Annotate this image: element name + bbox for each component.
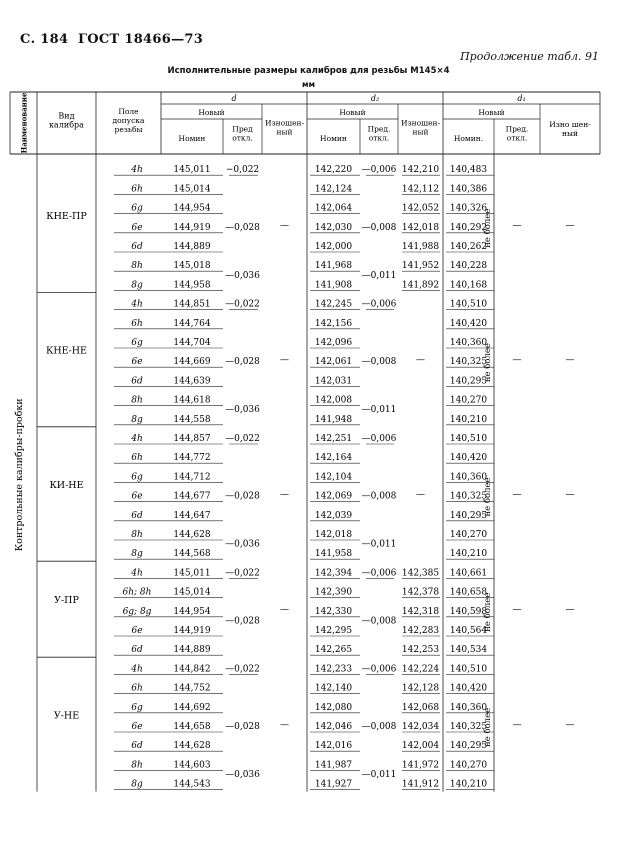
d1-deviation-cell: — bbox=[512, 720, 522, 731]
d-nominal-cell: 144,639 bbox=[173, 376, 211, 387]
header-nominal: Номин bbox=[178, 134, 206, 143]
kind-label: КИ-НЕ bbox=[49, 480, 84, 491]
d-deviation-cell: —0,028 bbox=[225, 491, 260, 502]
d-nominal-cell: 144,603 bbox=[173, 760, 211, 771]
header-deviation: Пред. bbox=[367, 124, 391, 134]
d1-nominal-cell: 140,483 bbox=[449, 165, 488, 176]
d-nominal-cell: 145,014 bbox=[173, 184, 211, 195]
d1-nominal-cell: 140,510 bbox=[449, 434, 488, 444]
d2-worn-cell: 141,912 bbox=[401, 779, 440, 790]
d-deviation-cell: —0,028 bbox=[225, 722, 260, 732]
d1-nominal-cell: 140,360 bbox=[449, 472, 488, 483]
d2-worn-cell: 142,210 bbox=[401, 165, 440, 176]
d2-worn-cell: 142,004 bbox=[401, 741, 440, 752]
ne-bolee-note: не более bbox=[483, 477, 493, 517]
d1-nominal-cell: 140,386 bbox=[449, 184, 488, 195]
tolerance-cell: 6e bbox=[131, 722, 143, 732]
header-tolerance: Поле bbox=[118, 107, 139, 116]
d2-deviation-cell: —0,011 bbox=[361, 539, 397, 550]
d2-nominal-cell: 142,061 bbox=[314, 357, 353, 368]
tolerance-cell: 8h bbox=[131, 261, 143, 272]
header-deviation: Пред bbox=[232, 124, 253, 134]
d1-nominal-cell: 140,292 bbox=[449, 222, 488, 233]
d2-nominal-cell: 142,030 bbox=[314, 222, 353, 233]
d1-nominal-cell: 140,326 bbox=[449, 203, 488, 214]
d-nominal-cell: 144,958 bbox=[173, 280, 211, 291]
header-worn: Изношен- bbox=[264, 118, 305, 128]
tolerance-cell: 6h bbox=[131, 453, 143, 464]
d2-deviation-cell: —0,008 bbox=[361, 722, 397, 732]
tolerance-cell: 8g bbox=[131, 549, 143, 560]
kind-label: У-ПР bbox=[54, 595, 79, 607]
d2-nominal-cell: 142,330 bbox=[314, 606, 353, 617]
d2-nominal-cell: 142,096 bbox=[314, 338, 353, 348]
header-name: Наименование bbox=[19, 92, 29, 154]
ne-bolee-note: не более bbox=[483, 592, 493, 632]
tolerance-cell: 8h bbox=[131, 530, 143, 540]
header-d1: d₁ bbox=[517, 94, 526, 103]
d2-nominal-cell: 141,968 bbox=[314, 261, 353, 272]
header-deviation: откл. bbox=[368, 133, 390, 143]
d2-deviation-cell: —0,008 bbox=[361, 222, 397, 233]
tolerance-cell: 6d bbox=[131, 510, 143, 521]
d-nominal-cell: 144,568 bbox=[173, 549, 211, 560]
d2-nominal-cell: 142,390 bbox=[314, 587, 353, 598]
tolerance-cell: 6e bbox=[131, 357, 143, 368]
d1-worn-cell: — bbox=[565, 490, 575, 500]
header-new: Новый bbox=[339, 108, 366, 117]
d2-deviation-cell: —0,006 bbox=[361, 299, 397, 310]
tolerance-cell: 8h bbox=[131, 760, 143, 771]
header-new: Новый bbox=[478, 108, 505, 117]
header-worn: Изношен- bbox=[400, 118, 441, 128]
header-kind: Вид bbox=[58, 111, 75, 121]
d1-nominal-cell: 140,270 bbox=[449, 760, 488, 771]
d-deviation-cell: —0,036 bbox=[225, 539, 260, 550]
header-worn: ный bbox=[562, 129, 578, 138]
d-worn-cell: — bbox=[280, 221, 289, 232]
d2-nominal-cell: 142,156 bbox=[314, 318, 353, 329]
d1-nominal-cell: 140,534 bbox=[449, 645, 488, 656]
d2-nominal-cell: 142,140 bbox=[314, 683, 353, 694]
tolerance-cell: 6h bbox=[131, 318, 143, 329]
d1-nominal-cell: 140,295 bbox=[449, 741, 488, 752]
tolerance-cell: 6d bbox=[131, 242, 143, 252]
header-d2: d₂ bbox=[370, 94, 380, 103]
unit-label: мм bbox=[301, 80, 316, 89]
d-deviation-cell: —0,022 bbox=[225, 434, 260, 444]
d1-nominal-cell: 140,360 bbox=[449, 702, 488, 713]
header-deviation: Пред. bbox=[505, 124, 529, 134]
d2-nominal-cell: 142,018 bbox=[314, 530, 353, 540]
d-worn-cell: — bbox=[280, 490, 289, 500]
d-nominal-cell: 144,618 bbox=[173, 395, 211, 406]
d-nominal-cell: 144,954 bbox=[173, 203, 211, 214]
d2-deviation-cell: —0,006 bbox=[361, 165, 397, 176]
d2-worn-cell: — bbox=[416, 355, 425, 366]
d1-nominal-cell: 140,325 bbox=[449, 722, 488, 732]
d1-nominal-cell: 140,295 bbox=[449, 510, 488, 521]
d2-worn-cell: 142,052 bbox=[401, 203, 440, 214]
d1-worn-cell: — bbox=[565, 355, 575, 366]
kind-label: КНЕ-ПР bbox=[46, 211, 87, 223]
d2-nominal-cell: 142,080 bbox=[314, 702, 353, 713]
d2-worn-cell: 142,068 bbox=[401, 702, 440, 713]
d2-nominal-cell: 141,958 bbox=[314, 549, 353, 560]
d-deviation-cell: −0,022 bbox=[225, 165, 260, 176]
d-nominal-cell: 144,677 bbox=[173, 491, 211, 502]
d2-worn-cell: 142,112 bbox=[401, 184, 440, 195]
d2-worn-cell: 142,034 bbox=[401, 722, 440, 732]
header-kind: калибра bbox=[49, 120, 84, 130]
d1-nominal-cell: 140,210 bbox=[449, 779, 488, 790]
ne-bolee-note: не более bbox=[483, 208, 493, 248]
d-deviation-cell: —0,036 bbox=[225, 405, 260, 416]
continuation-note: Продолжение табл. 91 bbox=[460, 50, 599, 63]
d2-worn-cell: 142,318 bbox=[401, 606, 440, 617]
tolerance-cell: 8g bbox=[131, 779, 143, 790]
header-tolerance: резьбы bbox=[114, 125, 143, 134]
ne-bolee-note: не более bbox=[483, 343, 493, 383]
tolerance-cell: 4h bbox=[131, 568, 143, 579]
tolerance-cell: 6g bbox=[131, 702, 143, 713]
d2-nominal-cell: 142,000 bbox=[314, 242, 353, 252]
d2-deviation-cell: —0,006 bbox=[361, 568, 397, 579]
header-d: d bbox=[231, 94, 237, 103]
d1-nominal-cell: 140,420 bbox=[449, 453, 488, 464]
tolerance-cell: 6g bbox=[131, 203, 143, 214]
tolerance-cell: 8g bbox=[131, 414, 143, 425]
d2-worn-cell: — bbox=[416, 490, 425, 500]
d2-worn-cell: 141,972 bbox=[401, 760, 440, 771]
kind-label: КНЕ-НЕ bbox=[45, 345, 88, 357]
d1-nominal-cell: 140,420 bbox=[449, 683, 488, 694]
d-nominal-cell: 144,692 bbox=[173, 702, 211, 713]
d2-nominal-cell: 142,016 bbox=[314, 741, 353, 752]
tolerance-cell: 6e bbox=[131, 626, 143, 636]
d2-nominal-cell: 142,064 bbox=[314, 203, 353, 214]
d2-nominal-cell: 142,251 bbox=[314, 434, 353, 444]
d-nominal-cell: 144,752 bbox=[173, 683, 211, 694]
d2-nominal-cell: 141,987 bbox=[314, 760, 353, 771]
d1-nominal-cell: 140,510 bbox=[449, 299, 488, 310]
d2-nominal-cell: 141,927 bbox=[314, 779, 353, 790]
tolerance-cell: 6d bbox=[131, 376, 143, 387]
tolerance-cell: 6g; 8g bbox=[122, 606, 152, 617]
d-nominal-cell: 144,889 bbox=[173, 645, 211, 656]
d1-nominal-cell: 140,270 bbox=[449, 395, 488, 406]
header-deviation: откл. bbox=[506, 133, 528, 143]
d1-deviation-cell: — bbox=[512, 221, 522, 232]
d1-nominal-cell: 140,325 bbox=[449, 357, 488, 368]
header-worn: ный bbox=[412, 127, 429, 137]
d-deviation-cell: —0,036 bbox=[225, 770, 260, 780]
d2-worn-cell: 142,385 bbox=[401, 568, 440, 579]
d-nominal-cell: 144,919 bbox=[173, 626, 211, 636]
d-nominal-cell: 145,018 bbox=[173, 261, 211, 272]
tolerance-cell: 6d bbox=[131, 645, 143, 656]
d-deviation-cell: —0,028 bbox=[225, 616, 260, 627]
header-nominal: Номин. bbox=[453, 134, 484, 143]
standard-code: ГОСТ 18466—73 bbox=[78, 32, 204, 47]
d2-nominal-cell: 142,164 bbox=[314, 453, 353, 464]
group-label: Контрольные калибры-пробки bbox=[14, 398, 25, 552]
d2-deviation-cell: —0,006 bbox=[361, 664, 397, 675]
d1-nominal-cell: 140,210 bbox=[449, 549, 488, 560]
d1-worn-cell: — bbox=[565, 221, 575, 232]
d1-nominal-cell: 140,295 bbox=[449, 376, 488, 387]
tolerance-cell: 4h bbox=[131, 165, 143, 176]
d1-nominal-cell: 140,510 bbox=[449, 664, 488, 675]
d-worn-cell: — bbox=[280, 605, 289, 616]
d-deviation-cell: —0,028 bbox=[225, 222, 260, 233]
tolerance-cell: 8g bbox=[131, 280, 143, 291]
d1-nominal-cell: 140,228 bbox=[449, 261, 488, 272]
d-nominal-cell: 144,919 bbox=[173, 222, 211, 233]
d2-deviation-cell: —0,011 bbox=[361, 770, 397, 780]
d-nominal-cell: 144,851 bbox=[173, 299, 211, 310]
d2-worn-cell: 142,018 bbox=[401, 222, 440, 233]
d-nominal-cell: 144,628 bbox=[173, 741, 211, 752]
d1-nominal-cell: 140,325 bbox=[449, 491, 488, 502]
d1-nominal-cell: 140,210 bbox=[449, 414, 488, 425]
d-nominal-cell: 144,669 bbox=[173, 357, 211, 368]
header-worn: Изно шен- bbox=[549, 120, 591, 129]
tolerance-cell: 6h; 8h bbox=[122, 587, 152, 598]
d2-nominal-cell: 142,104 bbox=[314, 472, 353, 483]
header-nominal: Номин bbox=[320, 134, 347, 143]
tolerance-cell: 4h bbox=[131, 664, 143, 675]
tolerance-cell: 6d bbox=[131, 741, 143, 752]
d2-worn-cell: 141,892 bbox=[401, 280, 440, 291]
header-tolerance: допуска bbox=[112, 116, 145, 125]
d1-nominal-cell: 140,661 bbox=[449, 568, 488, 579]
d1-nominal-cell: 140,658 bbox=[449, 587, 488, 598]
d2-nominal-cell: 142,008 bbox=[314, 395, 353, 406]
d-deviation-cell: —0,022 bbox=[225, 664, 260, 675]
d1-nominal-cell: 140,270 bbox=[449, 530, 488, 540]
d1-nominal-cell: 140,564 bbox=[449, 626, 488, 636]
d2-nominal-cell: 142,046 bbox=[314, 722, 353, 732]
tolerance-cell: 6e bbox=[131, 491, 143, 502]
d-nominal-cell: 144,764 bbox=[173, 318, 211, 329]
ne-bolee-note: не более bbox=[483, 707, 493, 747]
tolerance-cell: 6g bbox=[131, 472, 143, 483]
tolerance-cell: 6h bbox=[131, 683, 143, 694]
d1-worn-cell: — bbox=[565, 605, 575, 616]
tolerance-cell: 4h bbox=[131, 299, 143, 310]
tolerance-cell: 6g bbox=[131, 338, 143, 348]
d-nominal-cell: 144,704 bbox=[173, 338, 211, 348]
d-deviation-cell: —0,022 bbox=[225, 299, 260, 310]
d2-worn-cell: 142,378 bbox=[401, 587, 440, 598]
d2-nominal-cell: 142,069 bbox=[314, 491, 353, 502]
d-nominal-cell: 144,658 bbox=[173, 722, 211, 732]
d2-nominal-cell: 142,031 bbox=[314, 376, 353, 387]
d-nominal-cell: 144,558 bbox=[173, 414, 211, 425]
d2-deviation-cell: —0,008 bbox=[361, 616, 397, 627]
d-nominal-cell: 144,647 bbox=[173, 510, 211, 521]
d-deviation-cell: —0,022 bbox=[225, 568, 260, 579]
d-deviation-cell: —0,028 bbox=[225, 357, 260, 368]
d1-nominal-cell: 140,420 bbox=[449, 318, 488, 329]
d-nominal-cell: 145,014 bbox=[173, 587, 211, 598]
table-title: Исполнительные размеры калибров для резьбы М145×4 bbox=[167, 66, 450, 76]
d2-nominal-cell: 142,124 bbox=[314, 184, 353, 195]
d-nominal-cell: 144,712 bbox=[173, 472, 211, 483]
d2-nominal-cell: 142,394 bbox=[314, 568, 353, 579]
d2-worn-cell: 142,253 bbox=[401, 645, 440, 656]
d1-deviation-cell: — bbox=[512, 605, 522, 616]
d-nominal-cell: 144,857 bbox=[173, 434, 211, 444]
d-nominal-cell: 144,889 bbox=[173, 242, 211, 252]
page-number: С. 184 bbox=[20, 32, 69, 47]
d1-nominal-cell: 140,262 bbox=[449, 242, 488, 252]
d1-nominal-cell: 140,598 bbox=[449, 606, 488, 617]
d2-nominal-cell: 142,233 bbox=[314, 664, 353, 675]
d2-nominal-cell: 142,295 bbox=[314, 626, 353, 636]
d2-deviation-cell: —0,011 bbox=[361, 405, 397, 416]
d2-nominal-cell: 142,220 bbox=[314, 165, 353, 176]
d1-deviation-cell: — bbox=[512, 355, 522, 366]
d2-worn-cell: 141,952 bbox=[401, 261, 440, 272]
header-new: Новый bbox=[198, 108, 225, 117]
d2-worn-cell: 142,224 bbox=[401, 664, 440, 675]
d2-nominal-cell: 142,265 bbox=[314, 645, 353, 656]
tolerance-cell: 6e bbox=[131, 222, 143, 233]
d2-worn-cell: 142,128 bbox=[401, 683, 440, 694]
d2-nominal-cell: 141,948 bbox=[314, 414, 353, 425]
d-nominal-cell: 145,011 bbox=[173, 165, 211, 176]
d1-nominal-cell: 140,168 bbox=[449, 280, 488, 291]
header-worn: ный bbox=[276, 127, 293, 137]
d2-nominal-cell: 141,908 bbox=[314, 280, 353, 291]
d2-deviation-cell: —0,006 bbox=[361, 434, 397, 444]
tolerance-cell: 8h bbox=[131, 395, 143, 406]
header-deviation: откл. bbox=[232, 133, 253, 143]
d-nominal-cell: 144,772 bbox=[173, 453, 211, 464]
tolerance-cell: 6h bbox=[131, 184, 143, 195]
d2-deviation-cell: —0,008 bbox=[361, 491, 397, 502]
d-nominal-cell: 144,543 bbox=[173, 779, 211, 790]
d2-nominal-cell: 142,245 bbox=[314, 299, 353, 310]
d-worn-cell: — bbox=[280, 355, 289, 366]
d-nominal-cell: 144,842 bbox=[173, 664, 211, 675]
d2-worn-cell: 142,283 bbox=[401, 626, 440, 636]
d2-deviation-cell: —0,011 bbox=[361, 270, 397, 281]
tolerance-cell: 4h bbox=[131, 434, 143, 444]
d2-worn-cell: 141,988 bbox=[401, 242, 440, 252]
d-nominal-cell: 145,011 bbox=[173, 568, 211, 579]
d1-deviation-cell: — bbox=[512, 490, 522, 500]
kind-label: У-НЕ bbox=[53, 710, 80, 722]
d2-deviation-cell: —0,008 bbox=[361, 357, 397, 368]
d-deviation-cell: —0,036 bbox=[225, 270, 260, 281]
d-worn-cell: — bbox=[280, 720, 289, 731]
d-nominal-cell: 144,954 bbox=[173, 606, 211, 617]
d2-nominal-cell: 142,039 bbox=[314, 510, 353, 521]
d1-worn-cell: — bbox=[565, 720, 575, 731]
d1-nominal-cell: 140,360 bbox=[449, 338, 488, 348]
d-nominal-cell: 144,628 bbox=[173, 530, 211, 540]
